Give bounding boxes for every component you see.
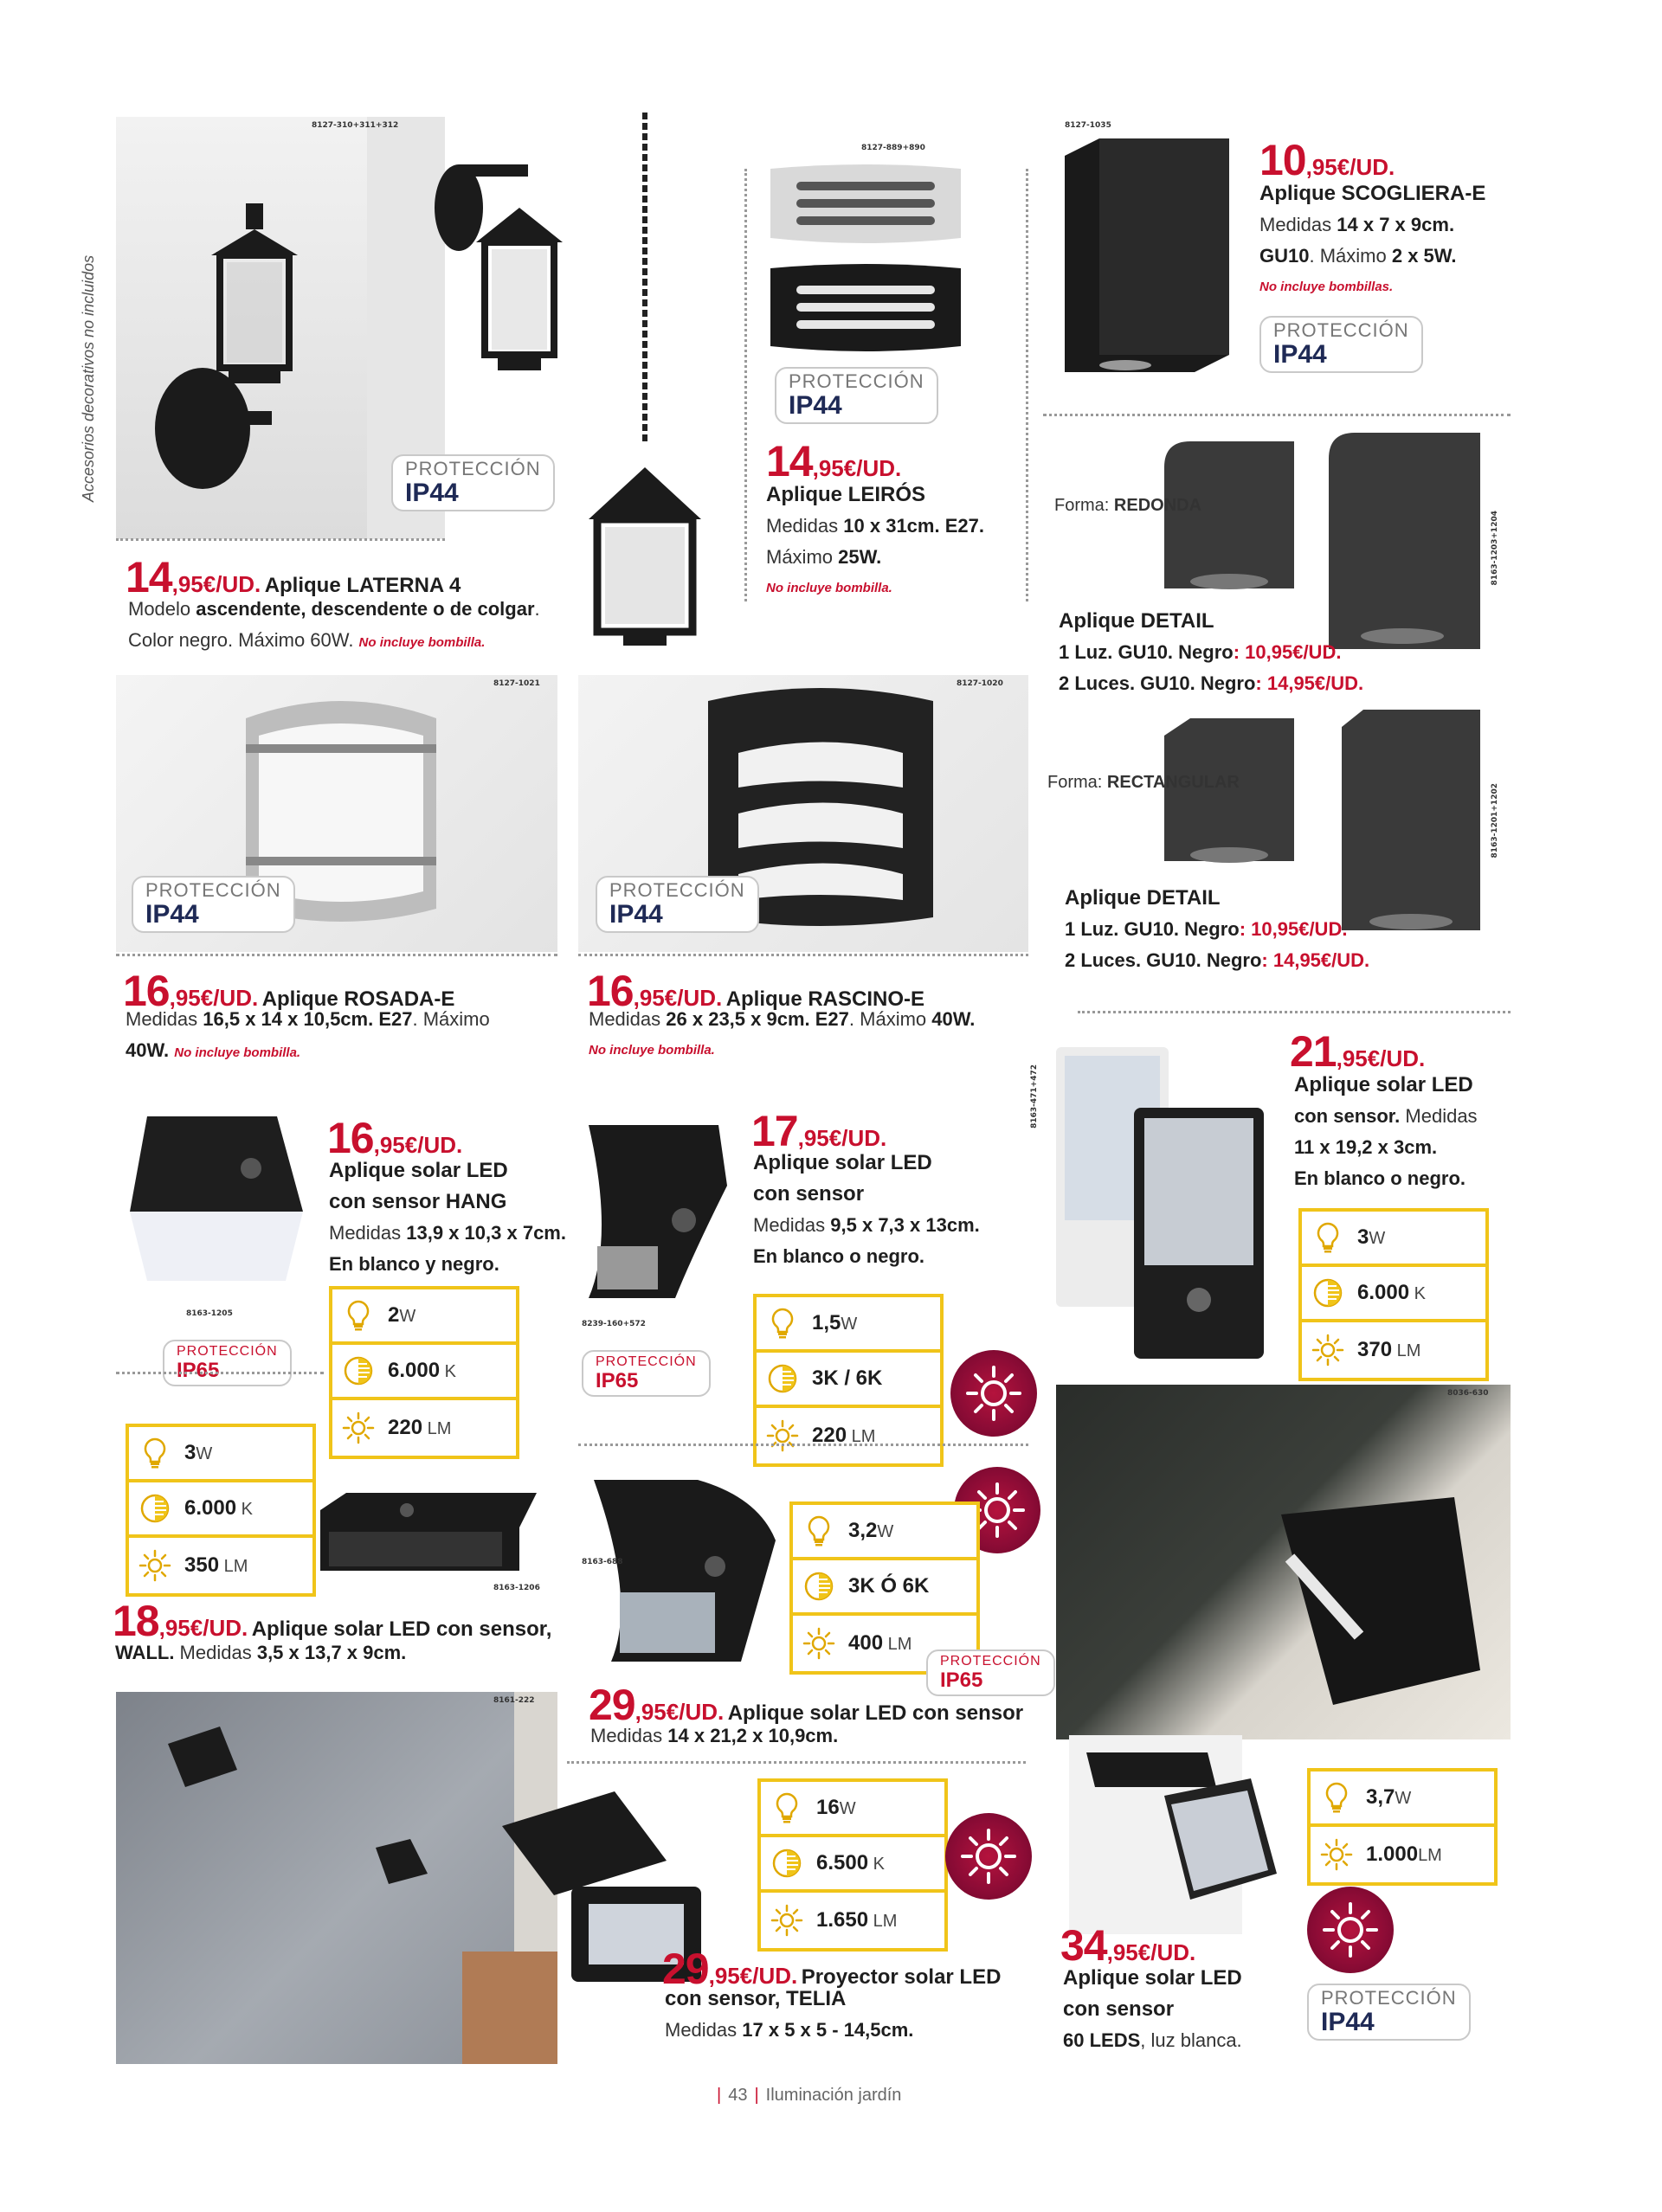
solar-34-photo-2 [1069, 1735, 1285, 1934]
page-number: 43 [728, 2086, 748, 2105]
lumen-icon [770, 1903, 804, 1938]
scogliera-price: 10,95€/UD. [1259, 136, 1395, 184]
hang-code: 8163-1205 [186, 1309, 233, 1318]
spec-row: 2W [332, 1289, 516, 1345]
hang-price: 16,95€/UD. [327, 1114, 463, 1162]
wall-specs [126, 1424, 316, 1597]
solar-34-specs [1307, 1768, 1498, 1886]
wall-code: 8163-1206 [493, 1584, 540, 1592]
spec-row: 3,7W [1311, 1772, 1494, 1827]
spec-row: 1,5W [757, 1297, 940, 1353]
spec-row: 400 LM [793, 1616, 976, 1671]
solar-21-code: 8163-471+472 [1030, 1064, 1039, 1129]
spec-row: 3W [1302, 1212, 1485, 1267]
scogliera-desc: Aplique SCOGLIERA-E Medidas 14 x 7 x 9cm. GU10. Máximo 2 x 5W. No incluye bombillas. [1259, 182, 1486, 294]
spec-row: 1.650 LM [761, 1893, 944, 1948]
laterna-desc: Modelo ascendente, descendente o de colgar. Color negro. Máximo 60W. No incluye bombilla. [128, 598, 540, 651]
spec-row: 3K Ó 6K [793, 1560, 976, 1616]
side-note: Accesorios decorativos no incluidos [80, 254, 97, 502]
divider [1078, 1011, 1511, 1013]
solar-34-desc: Aplique solar LED con sensor 60 LEDS, luz blanca. [1063, 1966, 1242, 2051]
color-temperature-icon [802, 1569, 836, 1604]
lumen-icon [138, 1548, 172, 1583]
solar-17-desc: Aplique solar LED con sensor Medidas 9,5 x 7,3 x 13cm. En blanco o negro. [753, 1151, 980, 1267]
lumen-icon [765, 1418, 800, 1453]
laterna-price: 14,95€/UD. Aplique LATERNA 4 [126, 553, 461, 601]
leiros-photo [762, 160, 970, 385]
divider [116, 1372, 324, 1374]
solar-29-photo [585, 1471, 784, 1679]
telia-code: 8161-222 [493, 1696, 535, 1705]
hang-specs [329, 1286, 519, 1459]
bulb-icon [802, 1514, 836, 1548]
divider [1043, 414, 1511, 416]
rascino-code: 8127-1020 [957, 679, 1003, 688]
wall-photo [312, 1484, 545, 1579]
detail-round-desc: Aplique DETAIL 1 Luz. GU10. Negro: 10,95€/UD. 2 Luces. GU10. Negro: 14,95€/UD. [1059, 609, 1364, 694]
lumen-icon [802, 1626, 836, 1661]
lumen-icon [1311, 1333, 1345, 1367]
bulb-icon [1319, 1780, 1354, 1815]
hang-ip-badge: PROTECCIÓN IP65 [163, 1340, 292, 1386]
color-temperature-icon [341, 1354, 376, 1388]
detail-rect-code: 8163-1201+1202 [1491, 783, 1499, 858]
solar-17-price: 17,95€/UD. [751, 1107, 887, 1155]
detail-round-forma: Forma: REDONDA [1054, 496, 1202, 515]
rascino-ip-badge: PROTECCIÓN IP44 [596, 876, 759, 933]
laterna-ip-badge: PROTECCIÓN IP44 [391, 454, 555, 511]
color-temperature-icon [765, 1361, 800, 1396]
spec-row: 220 LM [757, 1408, 940, 1463]
hang-photo [121, 1099, 320, 1307]
bulb-icon [1311, 1220, 1345, 1255]
solar-21-desc: Aplique solar LED con sensor. Medidas 11 x 19,2 x 3cm. En blanco o negro. [1294, 1073, 1478, 1189]
wall-desc: WALL. Medidas 3,5 x 13,7 x 9cm. [115, 1642, 407, 1663]
telia-photo [116, 1692, 557, 2064]
divider [578, 1444, 1028, 1446]
rascino-desc: Medidas 26 x 23,5 x 9cm. E27. Máximo 40W. No incluye bombilla. [589, 1008, 976, 1058]
solar-29-code: 8163-688 [582, 1558, 623, 1566]
spec-row: 16W [761, 1782, 944, 1837]
rosada-desc: Medidas 16,5 x 14 x 10,5cm. E27. Máximo 40W. No incluye bombilla. [126, 1008, 490, 1061]
spec-row: 3W [129, 1427, 312, 1482]
rascino-price: 16,95€/UD. Aplique RASCINO-E [587, 967, 925, 1015]
divider [116, 954, 557, 956]
divider [744, 169, 747, 601]
telia-desc: con sensor, TELIA Medidas 17 x 5 x 5 - 14,5cm. [665, 1987, 914, 2041]
solar-21-price: 21,95€/UD. [1290, 1027, 1426, 1076]
scogliera-code: 8127-1035 [1065, 121, 1111, 130]
section-name: Iluminación jardín [765, 2086, 902, 2105]
divider [1026, 169, 1028, 601]
solar-34-code: 8036-630 [1447, 1389, 1489, 1398]
solar-29-price: 29,95€/UD. Aplique solar LED con sensor [589, 1681, 1024, 1729]
spec-row: 350 LM [129, 1538, 312, 1593]
color-temperature-icon [138, 1491, 172, 1526]
spec-row: 6.000 K [332, 1345, 516, 1400]
divider [116, 538, 445, 541]
spec-row: 1.000LM [1311, 1827, 1494, 1882]
laterna-hanging-photo [563, 113, 727, 658]
solar-21-specs [1298, 1208, 1489, 1381]
color-temperature-icon [770, 1846, 804, 1881]
detail-round-code: 8163-1203+1204 [1491, 511, 1499, 586]
rosada-ip-badge: PROTECCIÓN IP44 [132, 876, 295, 933]
wall-price: 18,95€/UD. Aplique solar LED con sensor, [113, 1597, 552, 1645]
solar-sun-icon [1307, 1887, 1394, 1973]
laterna-code: 8127-310+311+312 [312, 121, 399, 130]
rosada-price: 16,95€/UD. Aplique ROSADA-E [123, 967, 455, 1015]
bulb-icon [770, 1791, 804, 1825]
leiros-desc: Aplique LEIRÓS Medidas 10 x 31cm. E27. Máximo 25W. No incluye bombilla. [766, 483, 984, 595]
solar-29-ip-badge: PROTECCIÓN IP65 [926, 1649, 1055, 1696]
scogliera-photo [1056, 130, 1229, 381]
solar-29-desc: Medidas 14 x 21,2 x 10,9cm. [590, 1725, 839, 1746]
lumen-icon [1319, 1837, 1354, 1872]
detail-rect-desc: Aplique DETAIL 1 Luz. GU10. Negro: 10,95€/UD. 2 Luces. GU10. Negro: 14,95€/UD. [1065, 886, 1370, 971]
spec-row: 370 LM [1302, 1322, 1485, 1378]
hang-desc: Aplique solar LED con sensor HANG Medidas 13,9 x 10,3 x 7cm. En blanco y negro. [329, 1159, 566, 1275]
bulb-icon [138, 1436, 172, 1470]
spec-row: 6.000 K [129, 1482, 312, 1538]
leiros-code: 8127-889+890 [861, 144, 925, 152]
divider [567, 1761, 1026, 1764]
solar-17-photo [571, 1116, 736, 1315]
solar-sun-icon [950, 1350, 1037, 1437]
solar-34-ip-badge: PROTECCIÓN IP44 [1307, 1984, 1471, 2041]
solar-29-specs [789, 1501, 980, 1675]
bulb-icon [341, 1298, 376, 1333]
spec-row: 6.000 K [1302, 1267, 1485, 1322]
leiros-price: 14,95€/UD. [766, 437, 902, 485]
solar-34-price: 34,95€/UD. [1060, 1921, 1196, 1970]
spec-row: 6.500 K [761, 1837, 944, 1893]
solar-21-photo [1047, 1047, 1281, 1367]
solar-17-ip-badge: PROTECCIÓN IP65 [582, 1350, 711, 1397]
scogliera-ip-badge: PROTECCIÓN IP44 [1259, 316, 1423, 373]
spec-row: 3,2W [793, 1505, 976, 1560]
color-temperature-icon [1311, 1276, 1345, 1310]
rosada-code: 8127-1021 [493, 679, 540, 688]
page-footer: | 43 | Iluminación jardín [717, 2086, 902, 2105]
lumen-icon [341, 1411, 376, 1445]
leiros-ip-badge: PROTECCIÓN IP44 [775, 367, 938, 424]
solar-17-specs [753, 1294, 944, 1467]
telia-specs [757, 1778, 948, 1952]
divider [578, 954, 1028, 956]
detail-rect-forma: Forma: RECTANGULAR [1047, 773, 1240, 792]
telia-price: 29,95€/UD. Proyector solar LED [662, 1945, 1002, 1993]
solar-17-code: 8239-160+572 [582, 1320, 646, 1328]
solar-sun-icon [945, 1813, 1032, 1900]
spec-row: 3K / 6K [757, 1353, 940, 1408]
bulb-icon [765, 1306, 800, 1341]
spec-row: 220 LM [332, 1400, 516, 1456]
solar-34-photo [1056, 1385, 1511, 1739]
